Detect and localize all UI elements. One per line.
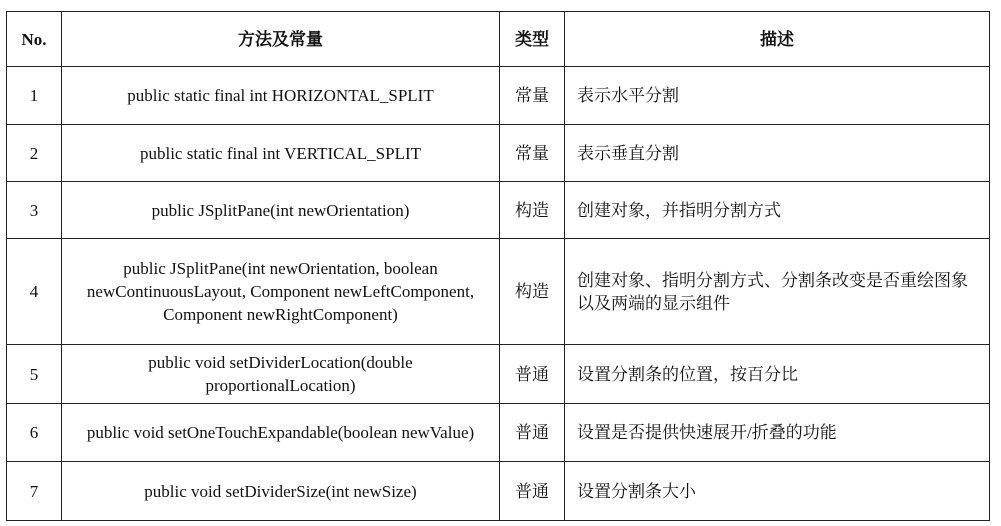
cell-type: 普通	[500, 462, 565, 521]
cell-type: 构造	[500, 182, 565, 239]
cell-desc: 设置分割条的位置，按百分比	[565, 345, 990, 404]
table-row	[7, 345, 990, 404]
table-row	[7, 125, 990, 182]
header-type: 类型	[500, 12, 565, 67]
header-desc: 描述	[565, 12, 990, 67]
cell-type: 构造	[500, 239, 565, 345]
cell-no: 3	[7, 182, 62, 239]
cell-method: public JSplitPane(int newOrientation, boolean newContinuousLayout, Component newLeftComponent, Component newRightComponent)	[62, 239, 500, 345]
cell-type: 普通	[500, 404, 565, 462]
cell-type: 普通	[500, 345, 565, 404]
cell-type: 常量	[500, 125, 565, 182]
cell-desc: 表示垂直分割	[565, 125, 990, 182]
table-row	[7, 182, 990, 239]
cell-no: 2	[7, 125, 62, 182]
cell-no: 6	[7, 404, 62, 462]
cell-desc: 创建对象，并指明分割方式	[565, 182, 990, 239]
header-method: 方法及常量	[62, 12, 500, 67]
cell-desc: 设置分割条大小	[565, 462, 990, 521]
cell-method: public void setDividerLocation(double proportionalLocation)	[62, 345, 500, 404]
table-row	[7, 239, 990, 345]
cell-desc: 创建对象、指明分割方式、分割条改变是否重绘图象以及两端的显示组件	[565, 239, 990, 345]
table-row	[7, 462, 990, 521]
table-row	[7, 67, 990, 125]
cell-no: 1	[7, 67, 62, 125]
cell-method: public static final int HORIZONTAL_SPLIT	[62, 67, 500, 125]
cell-desc: 设置是否提供快速展开/折叠的功能	[565, 404, 990, 462]
method-table	[6, 11, 990, 521]
cell-type: 常量	[500, 67, 565, 125]
cell-no: 4	[7, 239, 62, 345]
table-header-row	[7, 12, 990, 67]
table-row	[7, 404, 990, 462]
cell-method: public JSplitPane(int newOrientation)	[62, 182, 500, 239]
cell-desc: 表示水平分割	[565, 67, 990, 125]
cell-method: public void setOneTouchExpandable(boolean newValue)	[62, 404, 500, 462]
cell-no: 7	[7, 462, 62, 521]
cell-method: public void setDividerSize(int newSize)	[62, 462, 500, 521]
cell-method: public static final int VERTICAL_SPLIT	[62, 125, 500, 182]
header-no: No.	[7, 12, 62, 67]
cell-no: 5	[7, 345, 62, 404]
